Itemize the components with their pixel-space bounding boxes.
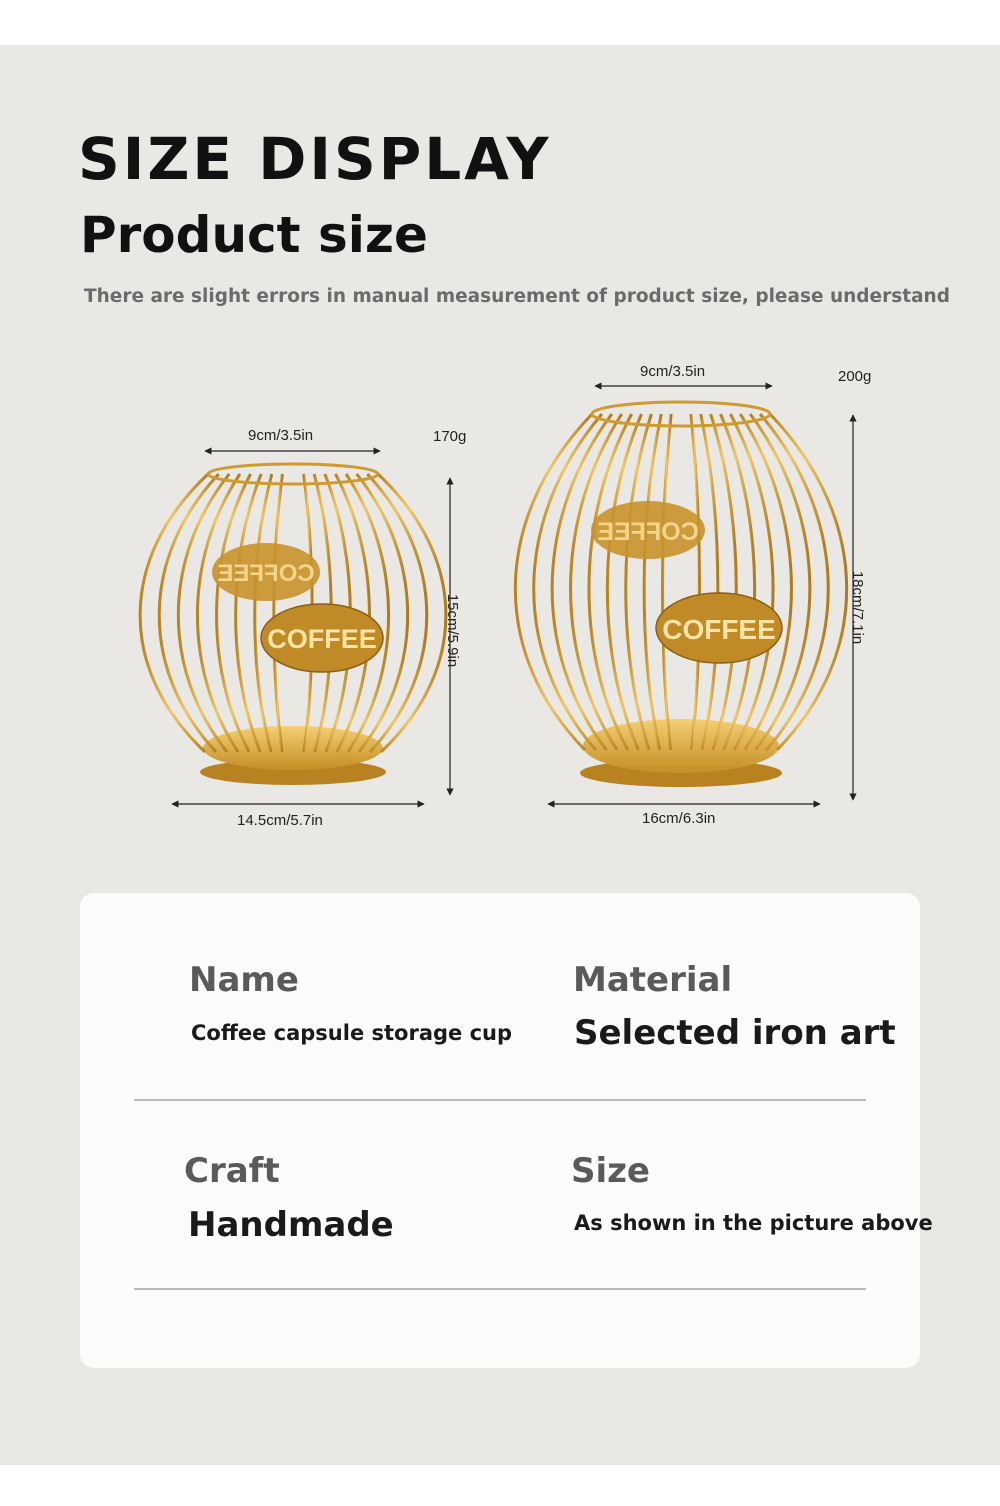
basket-wire [571,414,622,750]
small-coffee-basket [140,464,446,785]
large-badge-text: COFFEE [662,614,776,645]
basket-wire [644,414,661,750]
spec-size-label: Size [571,1151,650,1191]
spec-craft-label: Craft [184,1151,280,1191]
basket-wire [701,414,718,750]
small-height-label: 15cm/5.9in [444,593,462,668]
basket-wire [663,414,672,750]
small-badge-text: COFFEE [267,624,377,654]
large-top-width-label: 9cm/3.5in [640,363,706,380]
large-bottom-width-label: 16cm/6.3in [642,810,716,827]
measurement-note: There are slight errors in manual measurement of product size, please understand [84,286,950,307]
spec-size-value: As shown in the picture above [574,1211,933,1235]
small-badge-back-text: COFFEE [217,560,315,587]
page-title: SIZE DISPLAY [78,125,552,193]
basket-wire [255,474,272,752]
large-height-label: 18cm/7.1in [849,570,867,645]
large-weight-label: 200g [838,368,872,385]
spec-divider-1 [134,1099,866,1101]
small-bottom-width-label: 14.5cm/5.7in [237,812,323,829]
basket-wire [236,474,261,752]
spec-material-value: Selected iron art [574,1013,896,1053]
large-badge-back-text: COFFEE [597,518,699,546]
large-coffee-basket [515,402,846,787]
basket-wire [626,414,652,750]
small-top-width-label: 9cm/3.5in [248,427,314,444]
spec-divider-2 [134,1288,866,1290]
basket-wire [691,414,700,750]
basket-wire [740,414,791,750]
page-subtitle: Product size [80,206,428,264]
basket-wire [711,414,737,750]
spec-material-label: Material [573,960,733,1000]
spec-craft-value: Handmade [188,1205,394,1245]
small-weight-label: 170g [433,428,467,445]
spec-name-label: Name [189,960,299,1000]
spec-name-value: Coffee capsule storage cup [191,1021,513,1045]
spec-card [80,893,933,1368]
